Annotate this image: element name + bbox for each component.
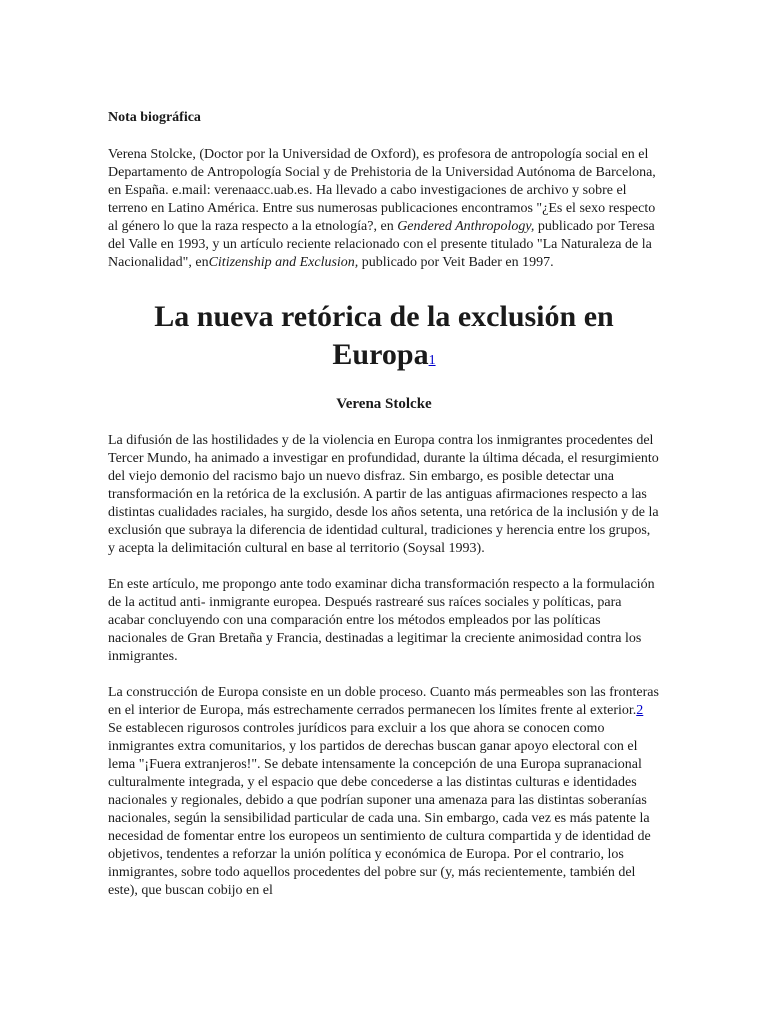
bio-book-2: Citizenship and Exclusion, [208, 255, 359, 270]
title-footnote-link[interactable]: 1 [428, 353, 436, 368]
footnote-2-link[interactable]: 2 [636, 703, 644, 718]
bio-paragraph [108, 146, 660, 272]
bio-text-3: publicado por Veit Bader en 1997. [358, 255, 554, 270]
article-title-text: La nueva retórica de la exclusión en Europa [154, 300, 614, 371]
article-paragraph-2: En este artículo, me propongo ante todo examinar dicha transformación respecto a la formulación de la actitud anti- inmigrante europea. Después rastrearé sus raíces sociales y políticas, para acabar concluyendo con una comparación entre los métodos empleados por las políticas nacionales de Gran Bretaña y Francia, destinadas a legitimar la creciente animosidad contra los inmigrantes. [108, 577, 655, 664]
bio-text-2: publicado por Teresa del Valle en 1993, y un artículo reciente relacionado con el presente titulado "La Naturaleza de la Nacionalidad", en [108, 219, 655, 270]
bio-text-1: Verena Stolcke, (Doctor por la Universidad de Oxford), es profesora de antropología social en el Departamento de Antropología Social y de Prehistoria de la Universidad Autónoma de Barcelona, en España. e.mail: verenaacc.uab.es. Ha llevado a cabo investigaciones de archivo y sobre el terreno en Latino América. Entre sus numerosas publicaciones encontramos "¿Es el sexo respecto al género lo que la raza respecto a la etnología?, en [108, 147, 656, 234]
article-paragraph-3 [108, 684, 660, 900]
article-paragraph-1: La difusión de las hostilidades y de la violencia en Europa contra los inmigrantes procedentes del Tercer Mundo, ha animado a investigar en profundidad, durante la última década, el resurgimiento del viejo demonio del racismo bajo un nuevo disfraz. Sin embargo, es posible detectar una transformación en la retórica de la exclusión. A partir de las antiguas afirmaciones respecto a las distintas cualidades raciales, ha surgido, desde los años setenta, una retórica de la inclusión y de la exclusión que subraya la diferencia de identidad cultural, tradiciones y herencia entre los grupos, y acepta la delimitación cultural en base al territorio (Soysal 1993). [108, 433, 659, 556]
bio-book-1: Gendered Anthropology, [397, 219, 535, 234]
article-author: Verena Stolcke [336, 396, 432, 412]
para-3-text-a: La construcción de Europa consiste en un doble proceso. Cuanto más permeables son las fronteras en el interior de Europa, más estrechamente cerrados permanecen los límites frente al exterior. [108, 685, 659, 718]
bio-heading: Nota biográfica [108, 110, 201, 125]
para-3-text-b: Se establecen rigurosos controles jurídicos para excluir a los que ahora se conocen como inmigrantes extra comunitarios, y los partidos de derechas buscan ganar apoyo electoral con el lema "¡Fuera extranjeros!". Se debate intensamente la concepción de una Europa supranacional culturalmente integrada, y el espacio que debe concederse a las distintas culturas e identidades nacionales y regionales, debido a que podrían suponer una amenaza para las distintas soberanías nacionales, según la sensibilidad particular de cada una. Sin embargo, cada vez es más patente la necesidad de fomentar entre los europeos un sentimiento de cultura compartida y de identidad de objetivos, tendentes a reforzar la unión política y económica de Europa. Por el contrario, los inmigrantes, sobre todo aquellos procedentes del pobre sur (y, más recientemente, también del este), que buscan cobijo en el [108, 721, 651, 898]
document-page [108, 108, 660, 918]
article-title [108, 298, 660, 380]
